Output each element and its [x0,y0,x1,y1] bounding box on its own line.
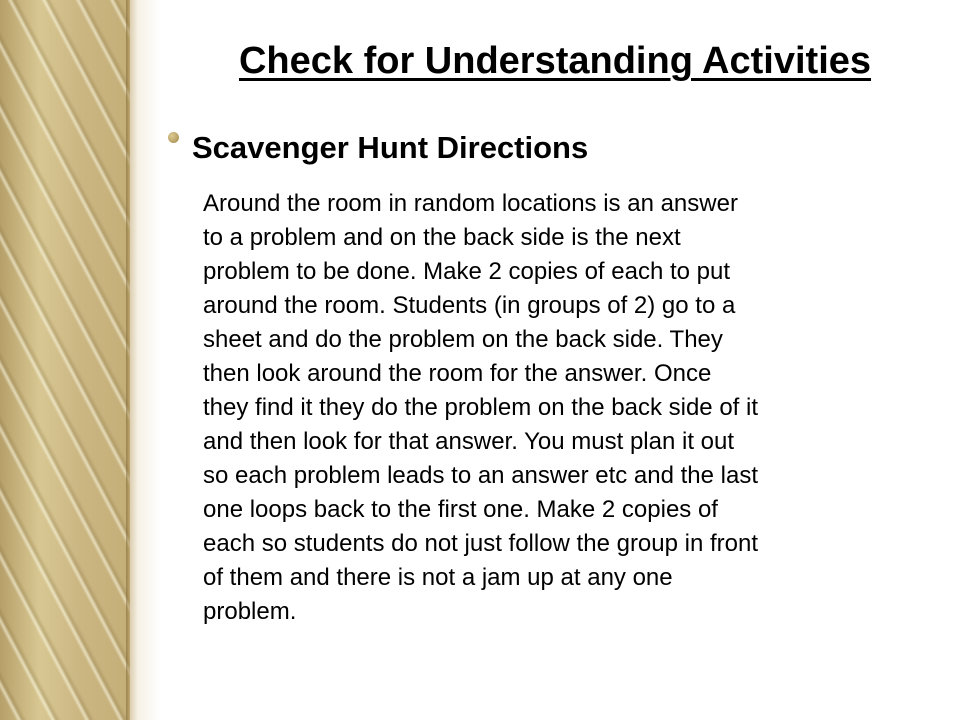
paragraph-line: to a problem and on the back side is the next [203,224,681,251]
paragraph-line: then look around the room for the answer. Once [203,360,712,387]
paragraph-line: sheet and do the problem on the back side. They [203,326,723,353]
paragraph-line: and then look for that answer. You must plan it out [203,428,735,455]
decorative-gold-border [0,0,130,720]
paragraph-line: problem. [203,598,297,625]
bullet-heading: Scavenger Hunt Directions [192,130,589,165]
slide-title: Check for Understanding Activities [238,40,872,82]
paragraph-line: of them and there is not a jam up at any one [203,564,673,591]
paragraph-line: so each problem leads to an answer etc and the last [203,462,758,489]
border-shadow-edge [126,0,160,720]
paragraph-line: problem to be done. Make 2 copies of each to put [203,258,731,285]
directions-paragraph [203,187,953,629]
bullet-item [168,128,948,168]
paragraph-line: one loops back to the first one. Make 2 copies of [203,496,718,523]
paragraph-line: around the room. Students (in groups of 2) go to a [203,292,736,319]
paragraph-line: each so students do not just follow the group in front [203,530,759,557]
paragraph-line: they find it they do the problem on the back side of it [203,394,758,421]
paragraph-line: Around the room in random locations is an answer [203,190,738,217]
bullet-dot-icon [168,132,179,143]
